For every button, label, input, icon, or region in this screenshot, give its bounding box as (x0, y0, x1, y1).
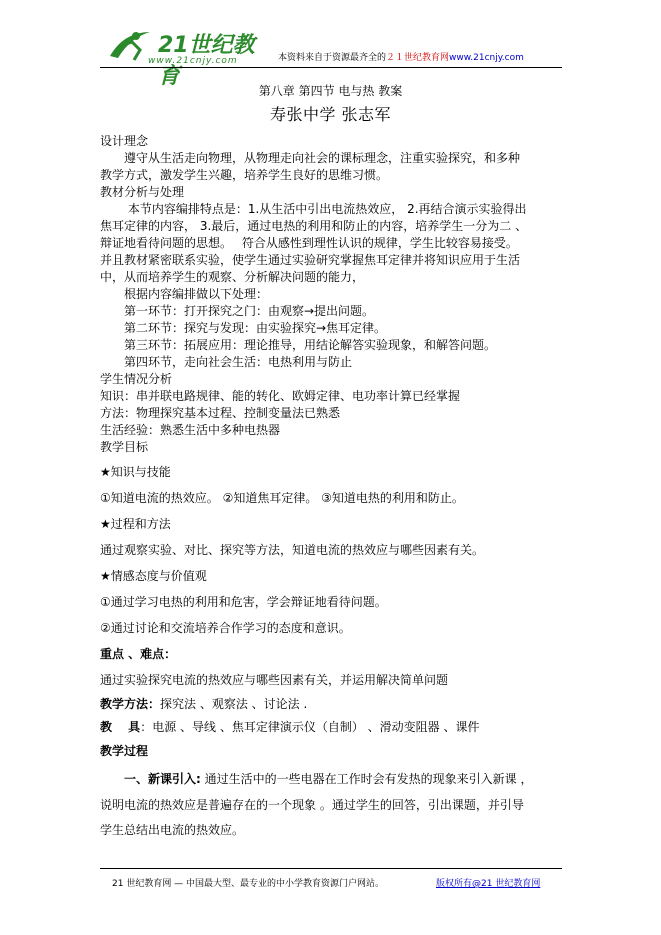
paragraph-line: 本节内容编排特点是：1.从生活中引出电流热效应， 2.再结合演示实验得出 (100, 202, 527, 216)
paragraph-line: 知识：串并联电路规律、能的转化、欧姆定律、电功率计算已经掌握 (100, 389, 461, 403)
intro-label: 一、新课引入: (100, 772, 201, 786)
process-heading: ★过程和方法 (100, 517, 171, 531)
paragraph-line: 焦耳定律的内容， 3.最后，通过电热的利用和防止的内容，培养学生一分为二 、 (100, 219, 528, 233)
step-line: 第四环节，走向社会生活：电热利用与防止 (100, 355, 353, 369)
section-heading: 教材分析与处理 (100, 185, 185, 199)
paragraph-line: 中，从而培养学生的观察、分析解决问题的能力， (100, 270, 365, 284)
tools-line (100, 719, 479, 736)
key-points-text: 通过实验探究电流的热效应与哪些因素有关，并运用解决简单问题 (100, 673, 449, 687)
paragraph-line: 方法：物理探究基本过程、控制变量法已熟悉 (100, 406, 341, 420)
paragraph-line: 并且教材紧密联系实验，使学生通过实验研究掌握焦耳定律并将知识应用于生活 (100, 253, 521, 267)
knowledge-heading: ★知识与技能 (100, 465, 171, 479)
section-heading: 教学目标 (100, 440, 149, 454)
emotion-text: ②通过讨论和交流培养合作学习的态度和意识。 (100, 621, 351, 635)
intro-text: 通过生活中的一些电器在工作时会有发热的现象来引入新课 ， (200, 772, 533, 786)
emotion-heading: ★情感态度与价值观 (100, 569, 207, 583)
paragraph-line: 根据内容编排做以下处理： (100, 287, 269, 301)
footer-slogan: 21 世纪教育网 — 中国最大型、最专业的中小学教育资源门户网站。 (112, 879, 385, 889)
site-logo[interactable] (100, 22, 275, 89)
step-line: 第一环节：打开探究之门：由观察→提出问题。 (100, 304, 375, 318)
methods-label: 教学方法： (100, 697, 161, 711)
chapter-title: 第八章 第四节 电与热 教案 (258, 84, 403, 98)
logo-url: www.21cnjy.com (148, 56, 238, 66)
methods-text: 探究法 、观察法 、讨论法 . (160, 697, 308, 711)
tagline-site-link[interactable]: www.21cnjy.com (449, 53, 524, 63)
paragraph-line: 遵守从生活走向物理，从物理走向社会的课标理念，注重实验探究，和多种 (100, 151, 521, 165)
step-line: 第二环节：探究与发现：由实验探究→焦耳定律。 (100, 321, 387, 335)
logo-text: 21世纪教育 (158, 33, 255, 89)
section-heading: 设计理念 (100, 134, 149, 148)
methods-line (100, 696, 307, 713)
section-heading: 学生情况分析 (100, 372, 173, 386)
paragraph-line: 辩证地看待问题的思想。 符合从感性到理性认识的规律，学生比较容易接受。 (100, 236, 518, 250)
footer-divider (100, 868, 562, 869)
header-divider (100, 67, 562, 68)
process-text: 通过观察实验、对比、探究等方法，知道电流的热效应与哪些因素有关。 (100, 543, 485, 557)
intro-line (100, 771, 532, 788)
header-tagline (278, 50, 524, 63)
emotion-text: ①通过学习电热的利用和危害，学会辩证地看待问题。 (100, 595, 387, 609)
process-section-heading: 教学过程 (100, 744, 149, 758)
paragraph-line: 教学方式，激发学生兴趣，培养学生良好的思维习惯。 (100, 168, 389, 182)
tagline-prefix: 本资料来自于资源最齐全的 (278, 53, 387, 63)
footer-copyright-link[interactable]: 版权所有@21 世纪教育网 (436, 879, 541, 889)
key-points-heading: 重点 、难点： (100, 647, 177, 661)
step-line: 第三环节：拓展应用：理论推导，用结论解答实验现象，和解答问题。 (100, 338, 497, 352)
intro-line-3: 学生总结出电流的热效应。 (100, 823, 245, 837)
tools-text: ：电源 、导线 、焦耳定律演示仪（自制） 、滑动变阻器 、课件 (140, 720, 480, 734)
intro-line-2: 说明电流的热效应是普遍存在的一个现象 。通过学生的回答，引出课题，并引导 (100, 798, 524, 812)
tools-label: 教 具 (100, 720, 141, 734)
tagline-brand[interactable]: ２１世纪教育网 (386, 53, 450, 63)
knowledge-text: ①知道电流的热效应。 ②知道焦耳定律。 ③知道电热的利用和防止。 (100, 491, 464, 505)
paragraph-line: 生活经验：熟悉生活中多种电热器 (100, 423, 281, 437)
author-title: 寿张中学 张志军 (269, 105, 392, 124)
